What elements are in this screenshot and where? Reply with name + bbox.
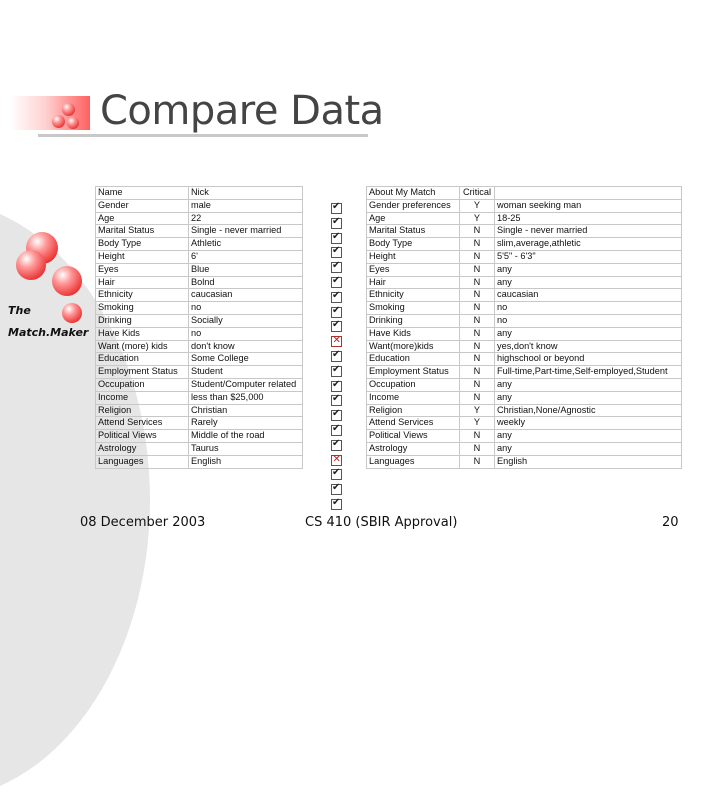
checkmark-icon: ✔: [332, 378, 341, 390]
title-decoration-ball: [52, 115, 65, 128]
table-row: [367, 276, 682, 289]
field-value: Some College: [189, 353, 303, 366]
field-value: Middle of the road: [189, 430, 303, 443]
field-label: Want(more)kids: [367, 340, 460, 353]
field-label: Political Views: [367, 430, 460, 443]
match-check-icon: [331, 230, 342, 244]
critical-flag: Critical: [460, 187, 495, 200]
checkmark-icon: ✔: [332, 245, 341, 257]
match-check-icon: [331, 215, 342, 229]
field-label: Smoking: [367, 302, 460, 315]
field-label: Have Kids: [367, 327, 460, 340]
field-value: no: [189, 302, 303, 315]
table-row: [96, 187, 303, 200]
field-label: Height: [367, 250, 460, 263]
table-row: [96, 378, 303, 391]
field-value: [495, 187, 682, 200]
critical-flag: N: [460, 327, 495, 340]
field-label: Want (more) kids: [96, 340, 189, 353]
field-value: caucasian: [189, 289, 303, 302]
checkmark-icon: ✔: [332, 215, 341, 227]
logo-ball: [62, 303, 82, 323]
field-value: Single - never married: [495, 225, 682, 238]
field-label: Ethnicity: [96, 289, 189, 302]
table-row: [367, 212, 682, 225]
field-value: Single - never married: [189, 225, 303, 238]
field-value: no: [495, 314, 682, 327]
critical-flag: N: [460, 391, 495, 404]
field-value: yes,don't know: [495, 340, 682, 353]
page-number: 20: [662, 515, 679, 530]
field-label: Have Kids: [96, 327, 189, 340]
field-value: caucasian: [495, 289, 682, 302]
checkmark-icon: ✔: [332, 482, 341, 494]
field-label: Astrology: [367, 442, 460, 455]
field-label: Attend Services: [367, 417, 460, 430]
field-label: Languages: [96, 455, 189, 468]
field-value: highschool or beyond: [495, 353, 682, 366]
checkmark-icon: ✔: [332, 393, 341, 405]
field-value: slim,average,athletic: [495, 238, 682, 251]
critical-flag: N: [460, 289, 495, 302]
table-row: [367, 455, 682, 468]
logo-ball: [52, 266, 82, 296]
critical-flag: N: [460, 366, 495, 379]
table-row: [96, 250, 303, 263]
field-label: Marital Status: [96, 225, 189, 238]
field-label: Eyes: [367, 263, 460, 276]
table-row: [367, 314, 682, 327]
title-decoration-ball: [62, 103, 75, 116]
field-value: Nick: [189, 187, 303, 200]
critical-flag: Y: [460, 212, 495, 225]
table-row: [96, 327, 303, 340]
field-value: any: [495, 391, 682, 404]
critical-flag: N: [460, 455, 495, 468]
table-row: [367, 250, 682, 263]
mismatch-cross-icon: [331, 455, 342, 466]
table-row: [96, 430, 303, 443]
checkmark-icon: ✔: [332, 363, 341, 375]
table-row: [96, 238, 303, 251]
critical-flag: N: [460, 353, 495, 366]
critical-flag: N: [460, 314, 495, 327]
field-value: Athletic: [189, 238, 303, 251]
critical-flag: Y: [460, 404, 495, 417]
field-label: Hair: [367, 276, 460, 289]
critical-flag: N: [460, 340, 495, 353]
field-label: Income: [96, 391, 189, 404]
checkmark-icon: ✔: [332, 201, 341, 212]
table-row: [367, 391, 682, 404]
field-label: Religion: [367, 404, 460, 417]
table-row: [96, 366, 303, 379]
field-value: any: [495, 263, 682, 276]
match-check-icon: [331, 469, 342, 480]
checkmark-icon: ✔: [332, 274, 341, 286]
field-label: Education: [367, 353, 460, 366]
checkmark-icon: ✔: [332, 408, 341, 420]
field-label: Occupation: [96, 378, 189, 391]
table-row: [367, 442, 682, 455]
critical-flag: N: [460, 263, 495, 276]
field-label: Drinking: [96, 314, 189, 327]
field-label: Drinking: [367, 314, 460, 327]
field-value: 18-25: [495, 212, 682, 225]
field-label: Gender: [96, 199, 189, 212]
match-check-icon: [331, 247, 342, 258]
table-row: [96, 391, 303, 404]
field-value: don't know: [189, 340, 303, 353]
field-value: woman seeking man: [495, 199, 682, 212]
match-preferences-table: [366, 186, 682, 469]
footer-date: 08 December 2003: [80, 515, 206, 530]
match-check-icon: [331, 378, 342, 392]
match-check-icon: [331, 484, 342, 495]
critical-flag: N: [460, 430, 495, 443]
field-label: Employment Status: [367, 366, 460, 379]
checkmark-icon: ✔: [332, 289, 341, 301]
field-label: Hair: [96, 276, 189, 289]
field-value: any: [495, 430, 682, 443]
critical-flag: N: [460, 238, 495, 251]
match-check-icon: [331, 348, 342, 362]
field-value: Taurus: [189, 442, 303, 455]
field-value: Socially: [189, 314, 303, 327]
match-check-icon: [331, 289, 342, 303]
field-value: Christian,None/Agnostic: [495, 404, 682, 417]
critical-flag: Y: [460, 199, 495, 212]
field-label: Age: [367, 212, 460, 225]
checkmark-icon: ✔: [332, 437, 341, 449]
match-check-icon: [331, 496, 342, 510]
table-row: [96, 404, 303, 417]
field-value: any: [495, 442, 682, 455]
field-value: 6': [189, 250, 303, 263]
mismatch-cross-icon: [331, 336, 342, 347]
field-label: Attend Services: [96, 417, 189, 430]
field-label: About My Match: [367, 187, 460, 200]
checkmark-icon: ✔: [332, 260, 341, 272]
match-check-icon: [331, 422, 342, 436]
field-label: Name: [96, 187, 189, 200]
field-value: no: [495, 302, 682, 315]
field-value: any: [495, 276, 682, 289]
table-row: [96, 263, 303, 276]
field-label: Religion: [96, 404, 189, 417]
field-label: Height: [96, 250, 189, 263]
critical-flag: N: [460, 250, 495, 263]
table-row: [367, 430, 682, 443]
title-decoration-ball: [67, 117, 79, 129]
field-value: male: [189, 199, 303, 212]
field-label: Political Views: [96, 430, 189, 443]
table-row: [367, 366, 682, 379]
table-row: [96, 225, 303, 238]
field-value: any: [495, 327, 682, 340]
table-row: [96, 289, 303, 302]
profile-table: [95, 186, 303, 469]
field-label: Astrology: [96, 442, 189, 455]
table-row: [96, 212, 303, 225]
table-row: [96, 442, 303, 455]
field-label: Ethnicity: [367, 289, 460, 302]
table-row: [367, 187, 682, 200]
table-row: [367, 340, 682, 353]
table-row: [96, 199, 303, 212]
match-check-icon: [331, 262, 342, 273]
table-row: [367, 238, 682, 251]
table-row: [96, 302, 303, 315]
critical-flag: N: [460, 378, 495, 391]
match-check-icon: [331, 410, 342, 421]
field-label: Languages: [367, 455, 460, 468]
field-value: no: [189, 327, 303, 340]
table-row: [367, 404, 682, 417]
match-check-icon: [331, 363, 342, 377]
table-row: [367, 289, 682, 302]
checkmark-icon: ✔: [332, 496, 341, 508]
field-value: Christian: [189, 404, 303, 417]
table-row: [367, 417, 682, 430]
footer-course: CS 410 (SBIR Approval): [305, 515, 458, 530]
match-check-icon: [331, 321, 342, 332]
table-row: [96, 276, 303, 289]
critical-flag: N: [460, 276, 495, 289]
table-row: [96, 417, 303, 430]
field-label: Eyes: [96, 263, 189, 276]
table-row: [367, 378, 682, 391]
field-label: Body Type: [96, 238, 189, 251]
field-value: less than $25,000: [189, 391, 303, 404]
checkmark-icon: ✔: [332, 348, 341, 360]
slide-title: Compare Data: [100, 88, 384, 134]
title-underline: [38, 134, 368, 137]
match-check-icon: [331, 437, 342, 451]
field-value: 22: [189, 212, 303, 225]
critical-flag: N: [460, 442, 495, 455]
field-label: Smoking: [96, 302, 189, 315]
field-value: Full-time,Part-time,Self-employed,Student: [495, 366, 682, 379]
match-check-icon: [331, 395, 342, 406]
field-value: any: [495, 378, 682, 391]
field-value: Bolnd: [189, 276, 303, 289]
field-label: Education: [96, 353, 189, 366]
field-label: Occupation: [367, 378, 460, 391]
match-check-icon: [331, 304, 342, 318]
table-row: [96, 314, 303, 327]
x-mark-icon: ✕: [332, 453, 341, 465]
table-row: [367, 225, 682, 238]
match-check-icon: [331, 203, 342, 214]
checkmark-icon: ✔: [332, 230, 341, 242]
checkmark-icon: ✔: [332, 319, 341, 331]
field-value: Blue: [189, 263, 303, 276]
match-check-icon: [331, 274, 342, 288]
match-indicator-column: [331, 203, 343, 514]
brand-line-2: Match.Maker: [8, 326, 89, 339]
field-label: Age: [96, 212, 189, 225]
table-row: [96, 455, 303, 468]
checkmark-icon: ✔: [332, 304, 341, 316]
critical-flag: N: [460, 225, 495, 238]
field-value: English: [189, 455, 303, 468]
table-row: [367, 263, 682, 276]
field-value: 5'5" - 6'3": [495, 250, 682, 263]
x-mark-icon: ✕: [332, 335, 341, 347]
field-value: Student/Computer related: [189, 378, 303, 391]
table-row: [367, 327, 682, 340]
checkmark-icon: ✔: [332, 422, 341, 434]
field-value: English: [495, 455, 682, 468]
field-label: Employment Status: [96, 366, 189, 379]
table-row: [367, 199, 682, 212]
logo-ball: [16, 250, 46, 280]
field-label: Marital Status: [367, 225, 460, 238]
table-row: [96, 340, 303, 353]
field-label: Income: [367, 391, 460, 404]
checkmark-icon: ✔: [332, 467, 341, 479]
field-label: Gender preferences: [367, 199, 460, 212]
field-value: Rarely: [189, 417, 303, 430]
field-label: Body Type: [367, 238, 460, 251]
critical-flag: N: [460, 302, 495, 315]
critical-flag: Y: [460, 417, 495, 430]
field-value: Student: [189, 366, 303, 379]
table-row: [367, 353, 682, 366]
brand-line-1: The: [8, 304, 31, 317]
field-value: weekly: [495, 417, 682, 430]
table-row: [367, 302, 682, 315]
table-row: [96, 353, 303, 366]
